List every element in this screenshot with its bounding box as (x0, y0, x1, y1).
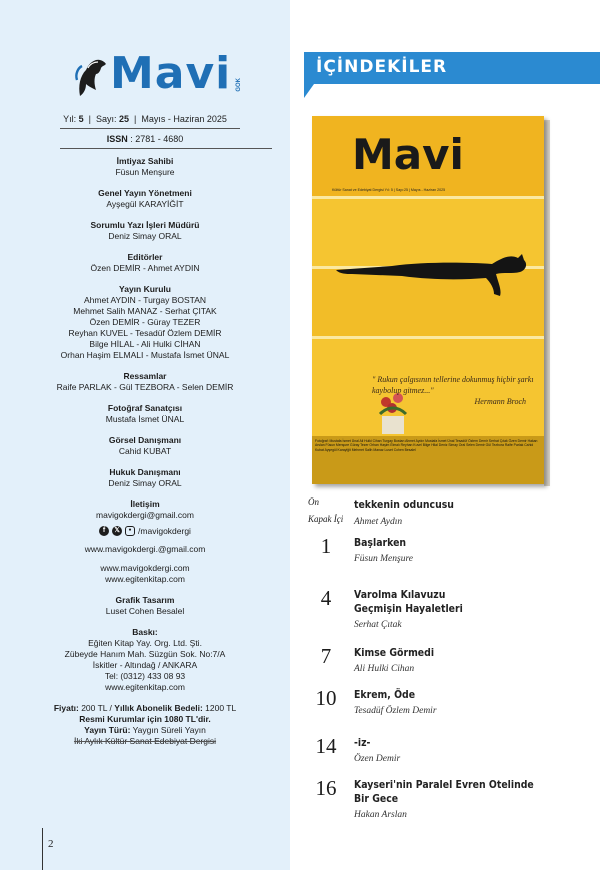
credits-list (40, 156, 250, 747)
credit-name: Füsun Menşure (115, 167, 175, 177)
credit-role: Editörler (127, 252, 163, 262)
credit-name: Mehmet Salih MANAZ - Serhat ÇITAK (73, 306, 217, 316)
credit-block (40, 284, 250, 361)
price-line (40, 703, 250, 714)
cover-quote: " Rukun çalgısının tellerine dokunmuş hiçbir şarkı kaybolup gitmez..." Hermann Broch (372, 374, 542, 407)
web-address[interactable]: www.mavigokdergi.@gmail.com (84, 544, 206, 554)
toc-page-number: 4 (320, 586, 332, 610)
toc-entry-author: Özen Demir (354, 754, 401, 764)
logo-small-text: GÖK (236, 78, 242, 92)
print-line: Eğiten Kitap Yay. Org. Ltd. Şti. (88, 638, 202, 648)
toc-entry-title: Varolma Kılavuzu (354, 588, 446, 601)
credit-block (40, 220, 250, 242)
footer-rule (42, 828, 43, 870)
contact-email[interactable]: mavigokdergi@gmail.com (96, 510, 194, 520)
divider (60, 148, 272, 149)
credit-name: Özen DEMİR - Güray TEZER (89, 317, 201, 327)
magazine-logo (74, 50, 254, 110)
credit-name: Reyhan KUVEL - Tesadüf Özlem DEMİR (68, 328, 222, 338)
cover-page-edge (544, 120, 550, 486)
credit-name: Deniz Simay ORAL (108, 231, 182, 241)
cover-wordmark: Mavi (352, 130, 464, 179)
cover-quote-author: Hermann Broch (474, 397, 526, 406)
on-kapak-label: Ön Kapak İçi (308, 497, 344, 524)
issue-info: Yıl: 5 | Sayı: 25 | Mayıs - Haziran 2025 (63, 114, 227, 124)
credit-role: İmtiyaz Sahibi (116, 156, 174, 166)
credit-name: Deniz Simay ORAL (108, 478, 182, 488)
toc-entry-title: Kimse Görmedi (354, 646, 435, 659)
spacer (40, 555, 250, 563)
toc-page-number: 14 (315, 734, 337, 758)
credit-name: Ahmet AYDIN - Turgay BOSTAN (83, 295, 207, 305)
credit-block (40, 156, 250, 178)
cover-subtitle: Kültür Sanat ve Edebiyat Dergisi Yıl: 5 | Sayı:25 | Mayıs - Haziran 2025 (332, 188, 446, 192)
credit-block (40, 188, 250, 210)
print-line: İskitler - Altındağ / ANKARA (92, 660, 198, 670)
facebook-icon[interactable]: f (99, 526, 109, 536)
toc-page-number: 16 (315, 776, 337, 800)
masthead-column (0, 0, 290, 870)
toc-entry-author: Füsun Menşure (354, 554, 414, 564)
credit-role: Hukuk Danışmanı (109, 467, 181, 477)
publication-type (40, 725, 250, 736)
cover-contributors-strip: Fotoğraf: Mustafa İsmet Ünal Ali Hulki Cihan Turgay Bostan Ahmet Aydın Mustafa İsmet Ünal Tesadüf Özlem Demir Serhat Çıtak Özen Demir Hakan Arslan Füsun Menşure Güray Tezer Orhan Haşim Elmalı Reyhan Kuvel Bilge Hilal Deniz Simay Oral Selen Demir Gül Tezbora Raife Parlak Cahid Kubat Ayşegül Karayiğit Mehmet Salih Manaz Luset Cohen Besalel (312, 436, 544, 484)
credit-block (40, 403, 250, 425)
toc-entry-author: Serhat Çıtak (354, 620, 402, 630)
issn: ISSN : 2781 - 4680 (106, 134, 184, 144)
publication-type-value: Yaygın Süreli Yayın (130, 725, 206, 735)
toc-page-number: 1 (320, 534, 332, 558)
credit-role: Sorumlu Yazı İşleri Müdürü (90, 220, 200, 230)
web-address[interactable]: www.mavigokdergi.com (100, 563, 190, 573)
publication-period: İki Aylık Kültür Sanat Edebiyat Dergisi (73, 736, 217, 746)
toc-entry-title: -iz- (354, 736, 371, 749)
credit-role: Genel Yayın Yönetmeni (98, 188, 192, 198)
price-label: Fiyatı: (53, 703, 79, 713)
toc-entry-title: Kayseri'nin Paralel Evren Otelinde (354, 778, 534, 791)
design-block (40, 595, 250, 617)
contents-banner (304, 52, 600, 84)
toc-entry-title: Başlarken (354, 536, 407, 549)
toc-entry-author: Hakan Arslan (354, 810, 407, 820)
toc-page-number: 10 (315, 686, 337, 710)
x-icon[interactable]: 𝕏 (112, 526, 122, 536)
institution-price: Resmi Kurumlar için 1080 TL'dir. (79, 714, 211, 724)
credit-role: Ressamlar (123, 371, 167, 381)
web-address[interactable]: www.egitenkitap.com (105, 574, 185, 584)
price-value: 200 TL / (78, 703, 115, 713)
credit-name: Özen DEMİR - Ahmet AYDIN (90, 263, 200, 273)
credit-role: Görsel Danışmanı (108, 435, 182, 445)
horse-logo-icon (74, 56, 108, 100)
credit-name: Bilge HİLAL - Ali Hulki CİHAN (89, 339, 201, 349)
design-name: Luset Cohen Besalel (105, 606, 185, 616)
contact-role: İletişim (130, 499, 160, 509)
subscription-label: Yıllık Abonelik Bedeli: (114, 703, 203, 713)
credit-block (40, 371, 250, 393)
print-line: www.egitenkitap.com (105, 682, 185, 692)
credit-block (40, 435, 250, 457)
page-number: 2 (48, 838, 54, 850)
credit-role: Yayın Kurulu (119, 284, 171, 294)
print-block (40, 627, 250, 693)
credit-block (40, 467, 250, 489)
publication-type-label: Yayın Türü: (84, 725, 131, 735)
social-links (40, 524, 250, 538)
contact-block (40, 499, 250, 585)
cover-image (312, 116, 544, 484)
contents-title: İÇİNDEKİLER (316, 57, 448, 77)
social-handle: /mavigokdergi (138, 526, 191, 536)
logo-wordmark: Mavi (110, 48, 232, 99)
contents-column (290, 0, 600, 870)
toc-entry-title-line2: Geçmişin Hayaletleri (354, 602, 463, 615)
toc-entry-title-line2: Bir Gece (354, 792, 399, 805)
toc-entry-author: Tesadüf Özlem Demir (354, 706, 437, 716)
credit-name: Cahid KUBAT (118, 446, 172, 456)
toc-entry-author: Ali Hulki Cihan (354, 664, 415, 674)
credit-name: Ayşegül KARAYİĞİT (106, 199, 184, 209)
credit-block (40, 252, 250, 274)
print-line: Tel: (0312) 433 08 93 (104, 671, 186, 681)
credit-name: Raife PARLAK - Gül TEZBORA - Selen DEMİR (56, 382, 234, 392)
credit-role: Fotoğraf Sanatçısı (107, 403, 183, 413)
black-cat-icon (332, 240, 532, 300)
instagram-icon[interactable]: ● (125, 526, 135, 536)
credit-name: Orhan Haşim ELMALI - Mustafa İsmet ÜNAL (60, 350, 230, 360)
print-role: Baskı: (132, 627, 158, 637)
design-role: Grafik Tasarım (115, 595, 175, 605)
magazine-cover (312, 116, 550, 488)
divider (60, 128, 240, 129)
banner-tail (304, 84, 314, 98)
credit-name: Mustafa İsmet ÜNAL (105, 414, 185, 424)
toc-entry-title: Ekrem, Öde (354, 688, 416, 701)
print-line: Zübeyde Hanım Mah. Süzgün Sok. No:7/A (64, 649, 226, 659)
toc-entry-title: tekkenin oduncusu (354, 498, 454, 511)
toc-entry-author: Ahmet Aydın (354, 517, 403, 527)
subscription-value: 1200 TL (202, 703, 237, 713)
toc-page-number: 7 (320, 644, 332, 668)
